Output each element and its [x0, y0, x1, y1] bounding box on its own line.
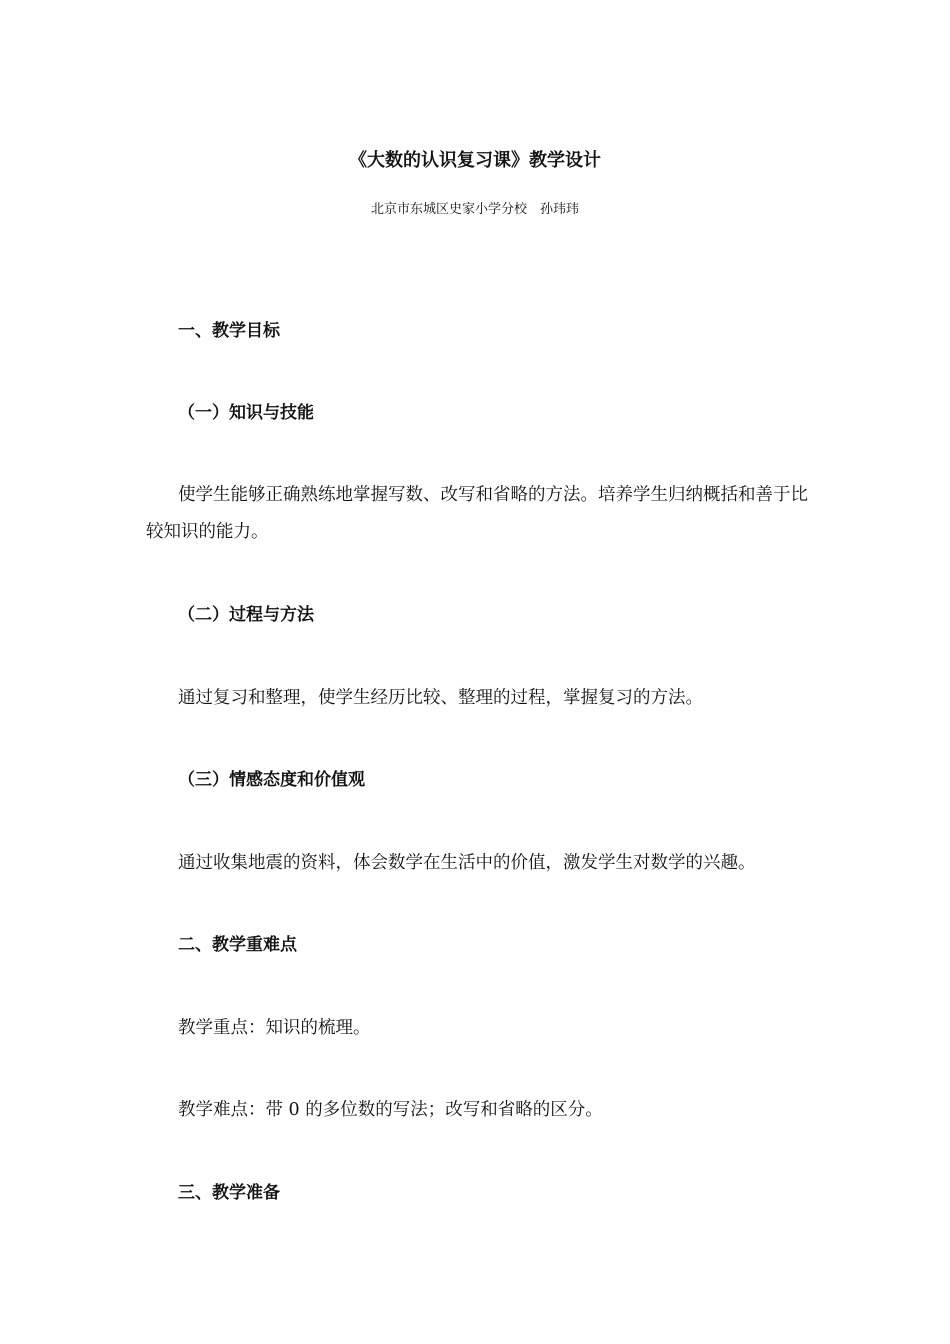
document-title: 《大数的认识复习课》教学设计 — [349, 150, 601, 171]
paragraph-key-point: 教学重点：知识的梳理。 — [178, 1018, 371, 1038]
paragraph-emotion: 通过收集地震的资料，体会数学在生活中的价值，激发学生对数学的兴趣。 — [178, 853, 756, 873]
paragraph-process: 通过复习和整理，使学生经历比较、整理的过程，掌握复习的方法。 — [178, 688, 703, 708]
section-heading-preparation: 三、教学准备 — [178, 1183, 280, 1203]
section-heading-objectives: 一、教学目标 — [178, 321, 280, 341]
paragraph-knowledge: 使学生能够正确熟练地掌握写数、改写和省略的方法。培养学生归纳概括和善于比较知识的能力。 — [146, 485, 808, 542]
section-heading-key-points: 二、教学重难点 — [178, 935, 297, 955]
subsection-heading-emotion: （三）情感态度和价值观 — [178, 770, 365, 790]
subsection-heading-knowledge: （一）知识与技能 — [178, 403, 314, 423]
paragraph-difficult-point: 教学难点：带 0 的多位数的写法；改写和省略的区分。 — [178, 1100, 603, 1120]
subsection-heading-process: （二）过程与方法 — [178, 605, 314, 625]
document-author: 北京市东城区史家小学分校 孙玮玮 — [370, 202, 579, 217]
